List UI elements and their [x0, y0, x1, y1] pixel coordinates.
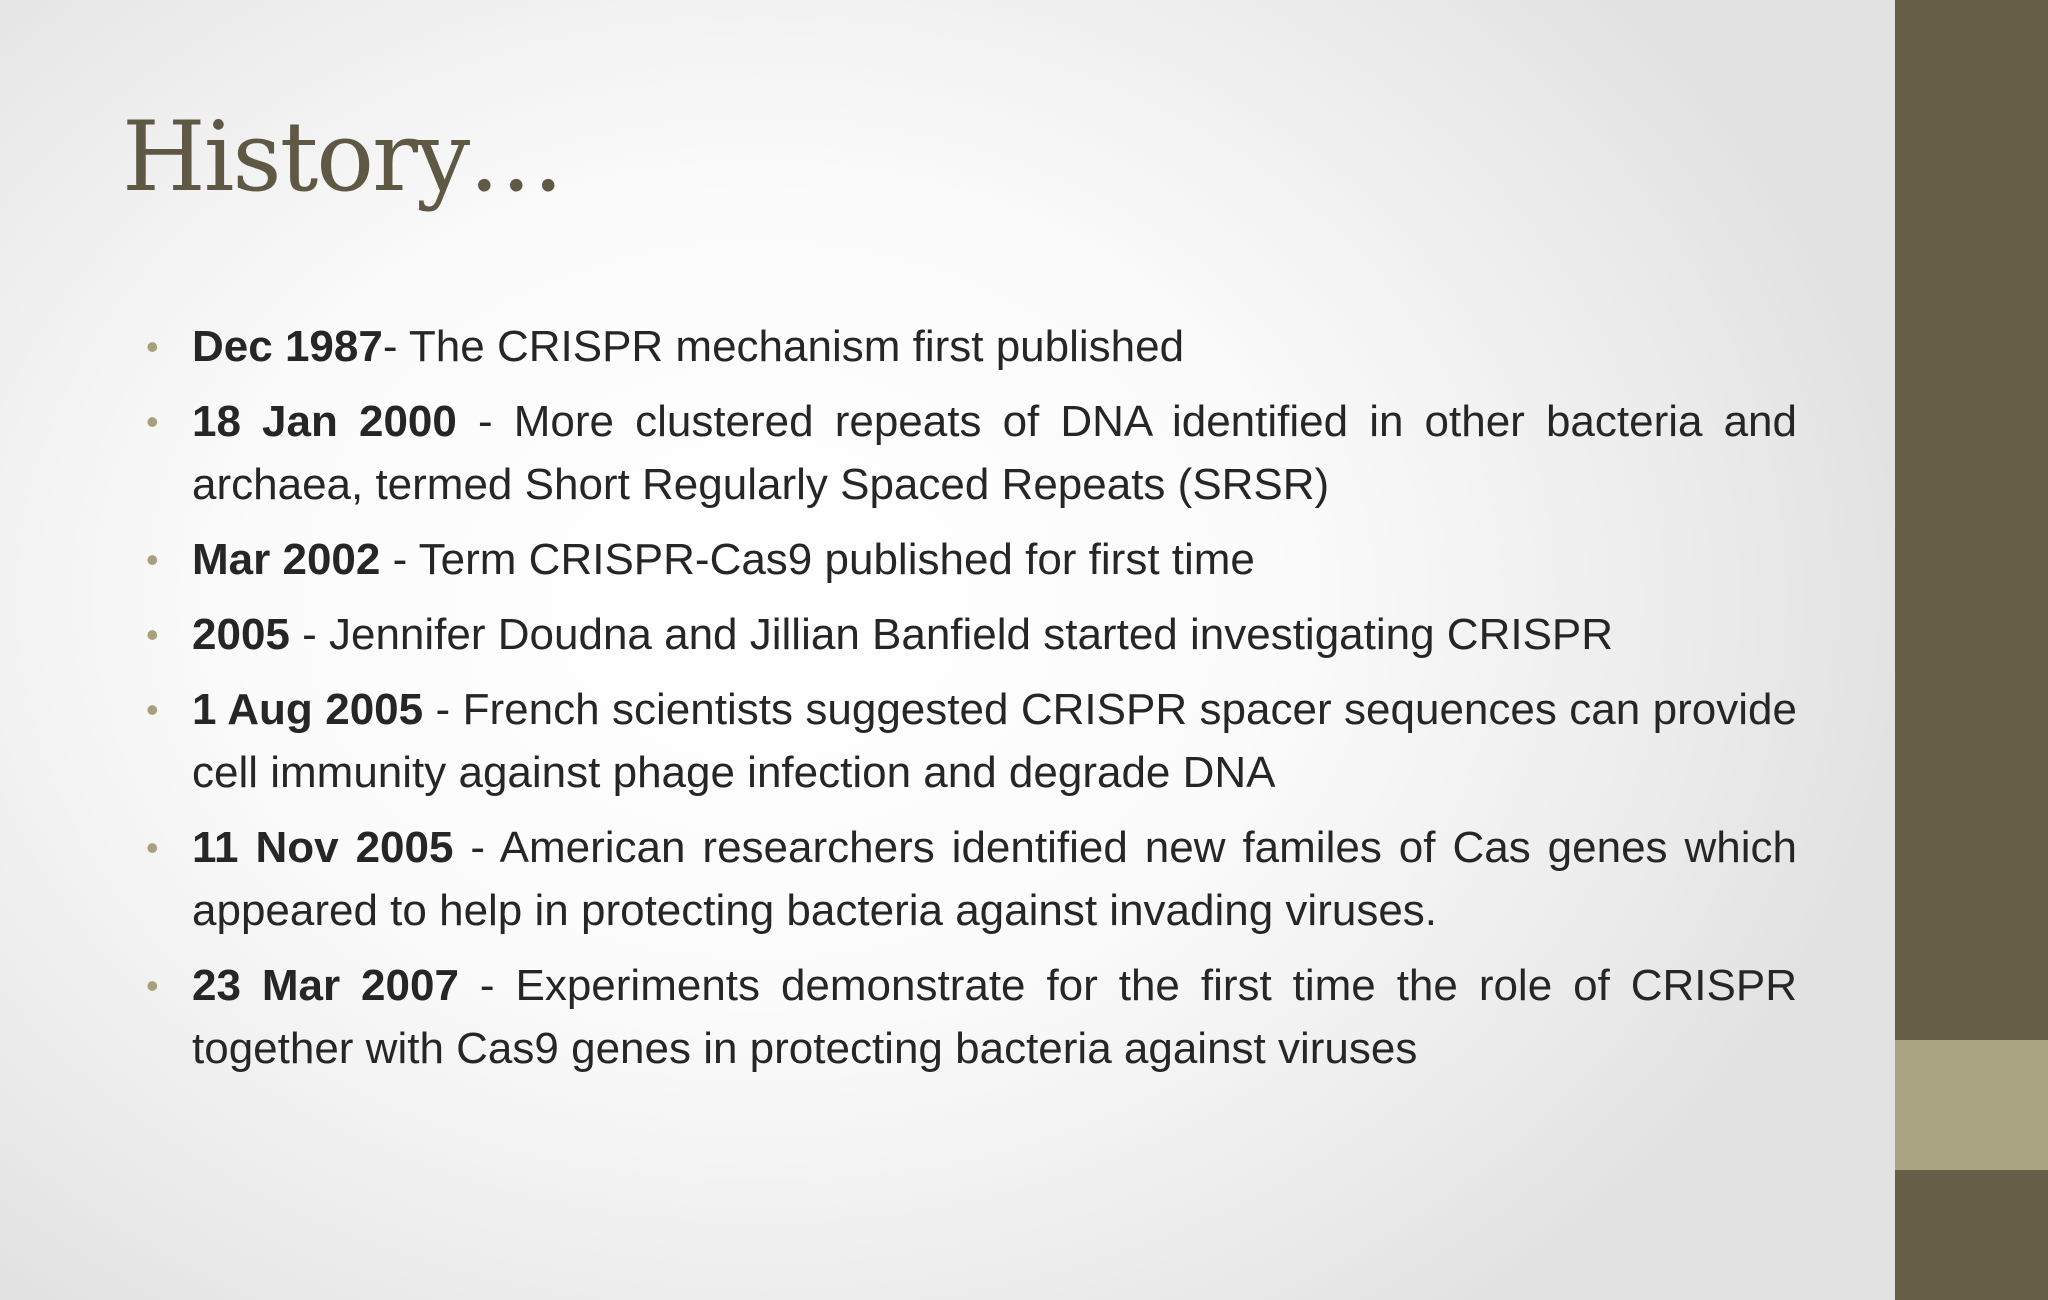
slide-title: History… — [122, 101, 563, 213]
list-item — [146, 954, 1797, 1080]
side-accent-block — [1895, 1040, 2048, 1170]
bullet-date: 18 Jan 2000 — [192, 397, 457, 446]
bullet-date: 1 Aug 2005 — [192, 685, 424, 734]
bullet-dot-icon: • — [146, 614, 159, 655]
bullet-text: - Term CRISPR-Cas9 published for first time — [380, 535, 1255, 584]
history-bullet-list — [146, 315, 1798, 1092]
bullet-date: 11 Nov 2005 — [192, 823, 454, 872]
list-item — [146, 315, 1797, 378]
list-item — [146, 678, 1797, 804]
bullet-dot-icon: • — [146, 965, 159, 1006]
list-item — [146, 603, 1797, 666]
bullet-text: - Experiments demonstrate for the first time the role of CRISPR together with Cas9 genes in protecting bacteria against viruses — [192, 961, 1797, 1073]
bullet-dot-icon: • — [146, 401, 159, 442]
list-item — [146, 390, 1797, 516]
list-item — [146, 816, 1798, 942]
bullet-dot-icon: • — [146, 827, 159, 868]
bullet-date: Dec 1987 — [192, 322, 383, 371]
bullet-text: - The CRISPR mechanism first published — [382, 322, 1185, 371]
bullet-dot-icon: • — [146, 689, 159, 730]
bullet-date: Mar 2002 — [192, 535, 381, 584]
bullet-text: - Jennifer Doudna and Jillian Banfield started investigating CRISPR — [289, 610, 1614, 659]
bullet-text: - American researchers identified new familes of Cas genes which appeared to help in protecting bacteria against invading viruses. — [192, 823, 1798, 935]
bullet-text: - French scientists suggested CRISPR spacer sequences can provide cell immunity against phage infection and degrade DNA — [192, 685, 1797, 797]
bullet-text: - More clustered repeats of DNA identified in other bacteria and archaea, termed Short Regularly Spaced Repeats (SRSR) — [192, 397, 1797, 509]
bullet-dot-icon: • — [146, 539, 159, 580]
bullet-date: 2005 — [192, 610, 290, 659]
bullet-dot-icon: • — [146, 326, 159, 367]
bullet-date: 23 Mar 2007 — [192, 961, 459, 1010]
list-item — [146, 528, 1797, 591]
